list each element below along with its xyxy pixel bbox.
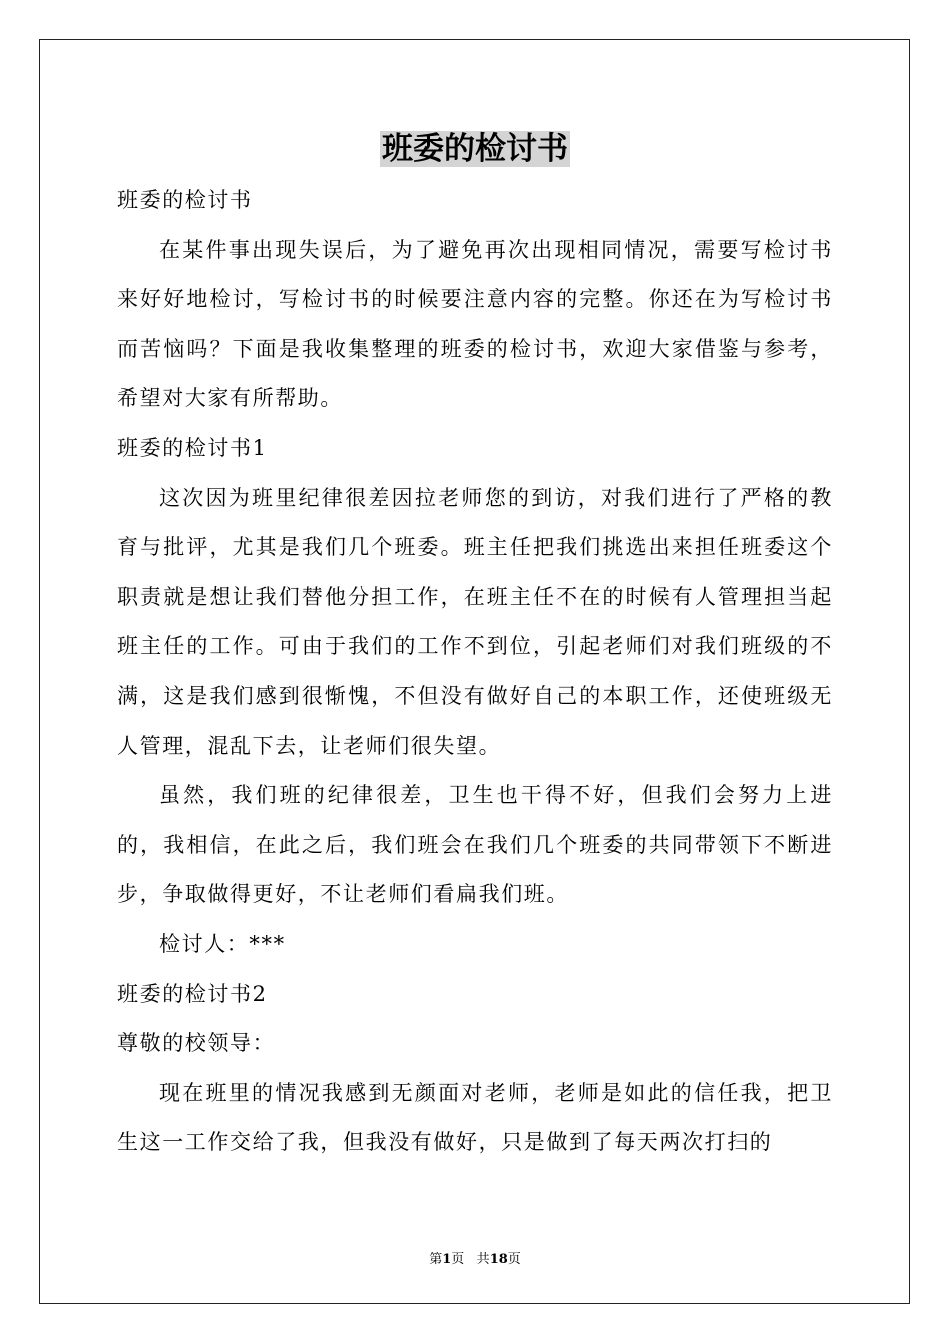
paragraph-body: 这次因为班里纪律很差因拉老师您的到访，对我们进行了严格的教育与批评，尤其是我们几个班委。班主任把我们挑选出来担任班委这个职责就是想让我们替他分担工作，在班主任不在的时候有人管理担当起班主任的工作。可由于我们的工作不到位，引起老师们对我们班级的不满，这是我们感到很惭愧，不但没有做好自己的本职工作，还使班级无人管理，混乱下去，让老师们很失望。: [117, 485, 833, 758]
total-suffix: 页: [507, 1252, 521, 1267]
document-title: [0, 128, 950, 170]
document-body: [117, 176, 833, 1168]
page-prefix: 第: [429, 1252, 443, 1267]
total-prefix: 共: [476, 1252, 490, 1267]
page-footer: [0, 1248, 950, 1267]
paragraph-subtitle: 班委的检讨书: [117, 188, 253, 212]
section-heading-2: 班委的检讨书2: [117, 981, 268, 1006]
page-current: 1: [442, 1252, 452, 1267]
page-total: 18: [489, 1252, 508, 1267]
section-heading-1: 班委的检讨书1: [117, 435, 268, 460]
paragraph-body: 现在班里的情况我感到无颜面对老师，老师是如此的信任我，把卫生这一工作交给了我，但我没有做好，只是做到了每天两次打扫的: [117, 1080, 833, 1155]
document-title-text: 班委的检讨书: [382, 131, 568, 167]
page-suffix: 页: [451, 1252, 465, 1267]
paragraph-salutation: 尊敬的校领导：: [117, 1031, 276, 1056]
paragraph-signature: 检讨人：***: [159, 931, 286, 956]
paragraph-body: 虽然，我们班的纪律很差，卫生也干得不好，但我们会努力上进的，我相信，在此之后，我们班会在我们几个班委的共同带领下不断进步，争取做得更好，不让老师们看扁我们班。: [117, 783, 833, 907]
paragraph-intro: 在某件事出现失误后，为了避免再次出现相同情况，需要写检讨书来好好地检讨，写检讨书的时候要注意内容的完整。你还在为写检讨书而苦恼吗？下面是我收集整理的班委的检讨书，欢迎大家借鉴与参考，希望对大家有所帮助。: [117, 237, 833, 411]
